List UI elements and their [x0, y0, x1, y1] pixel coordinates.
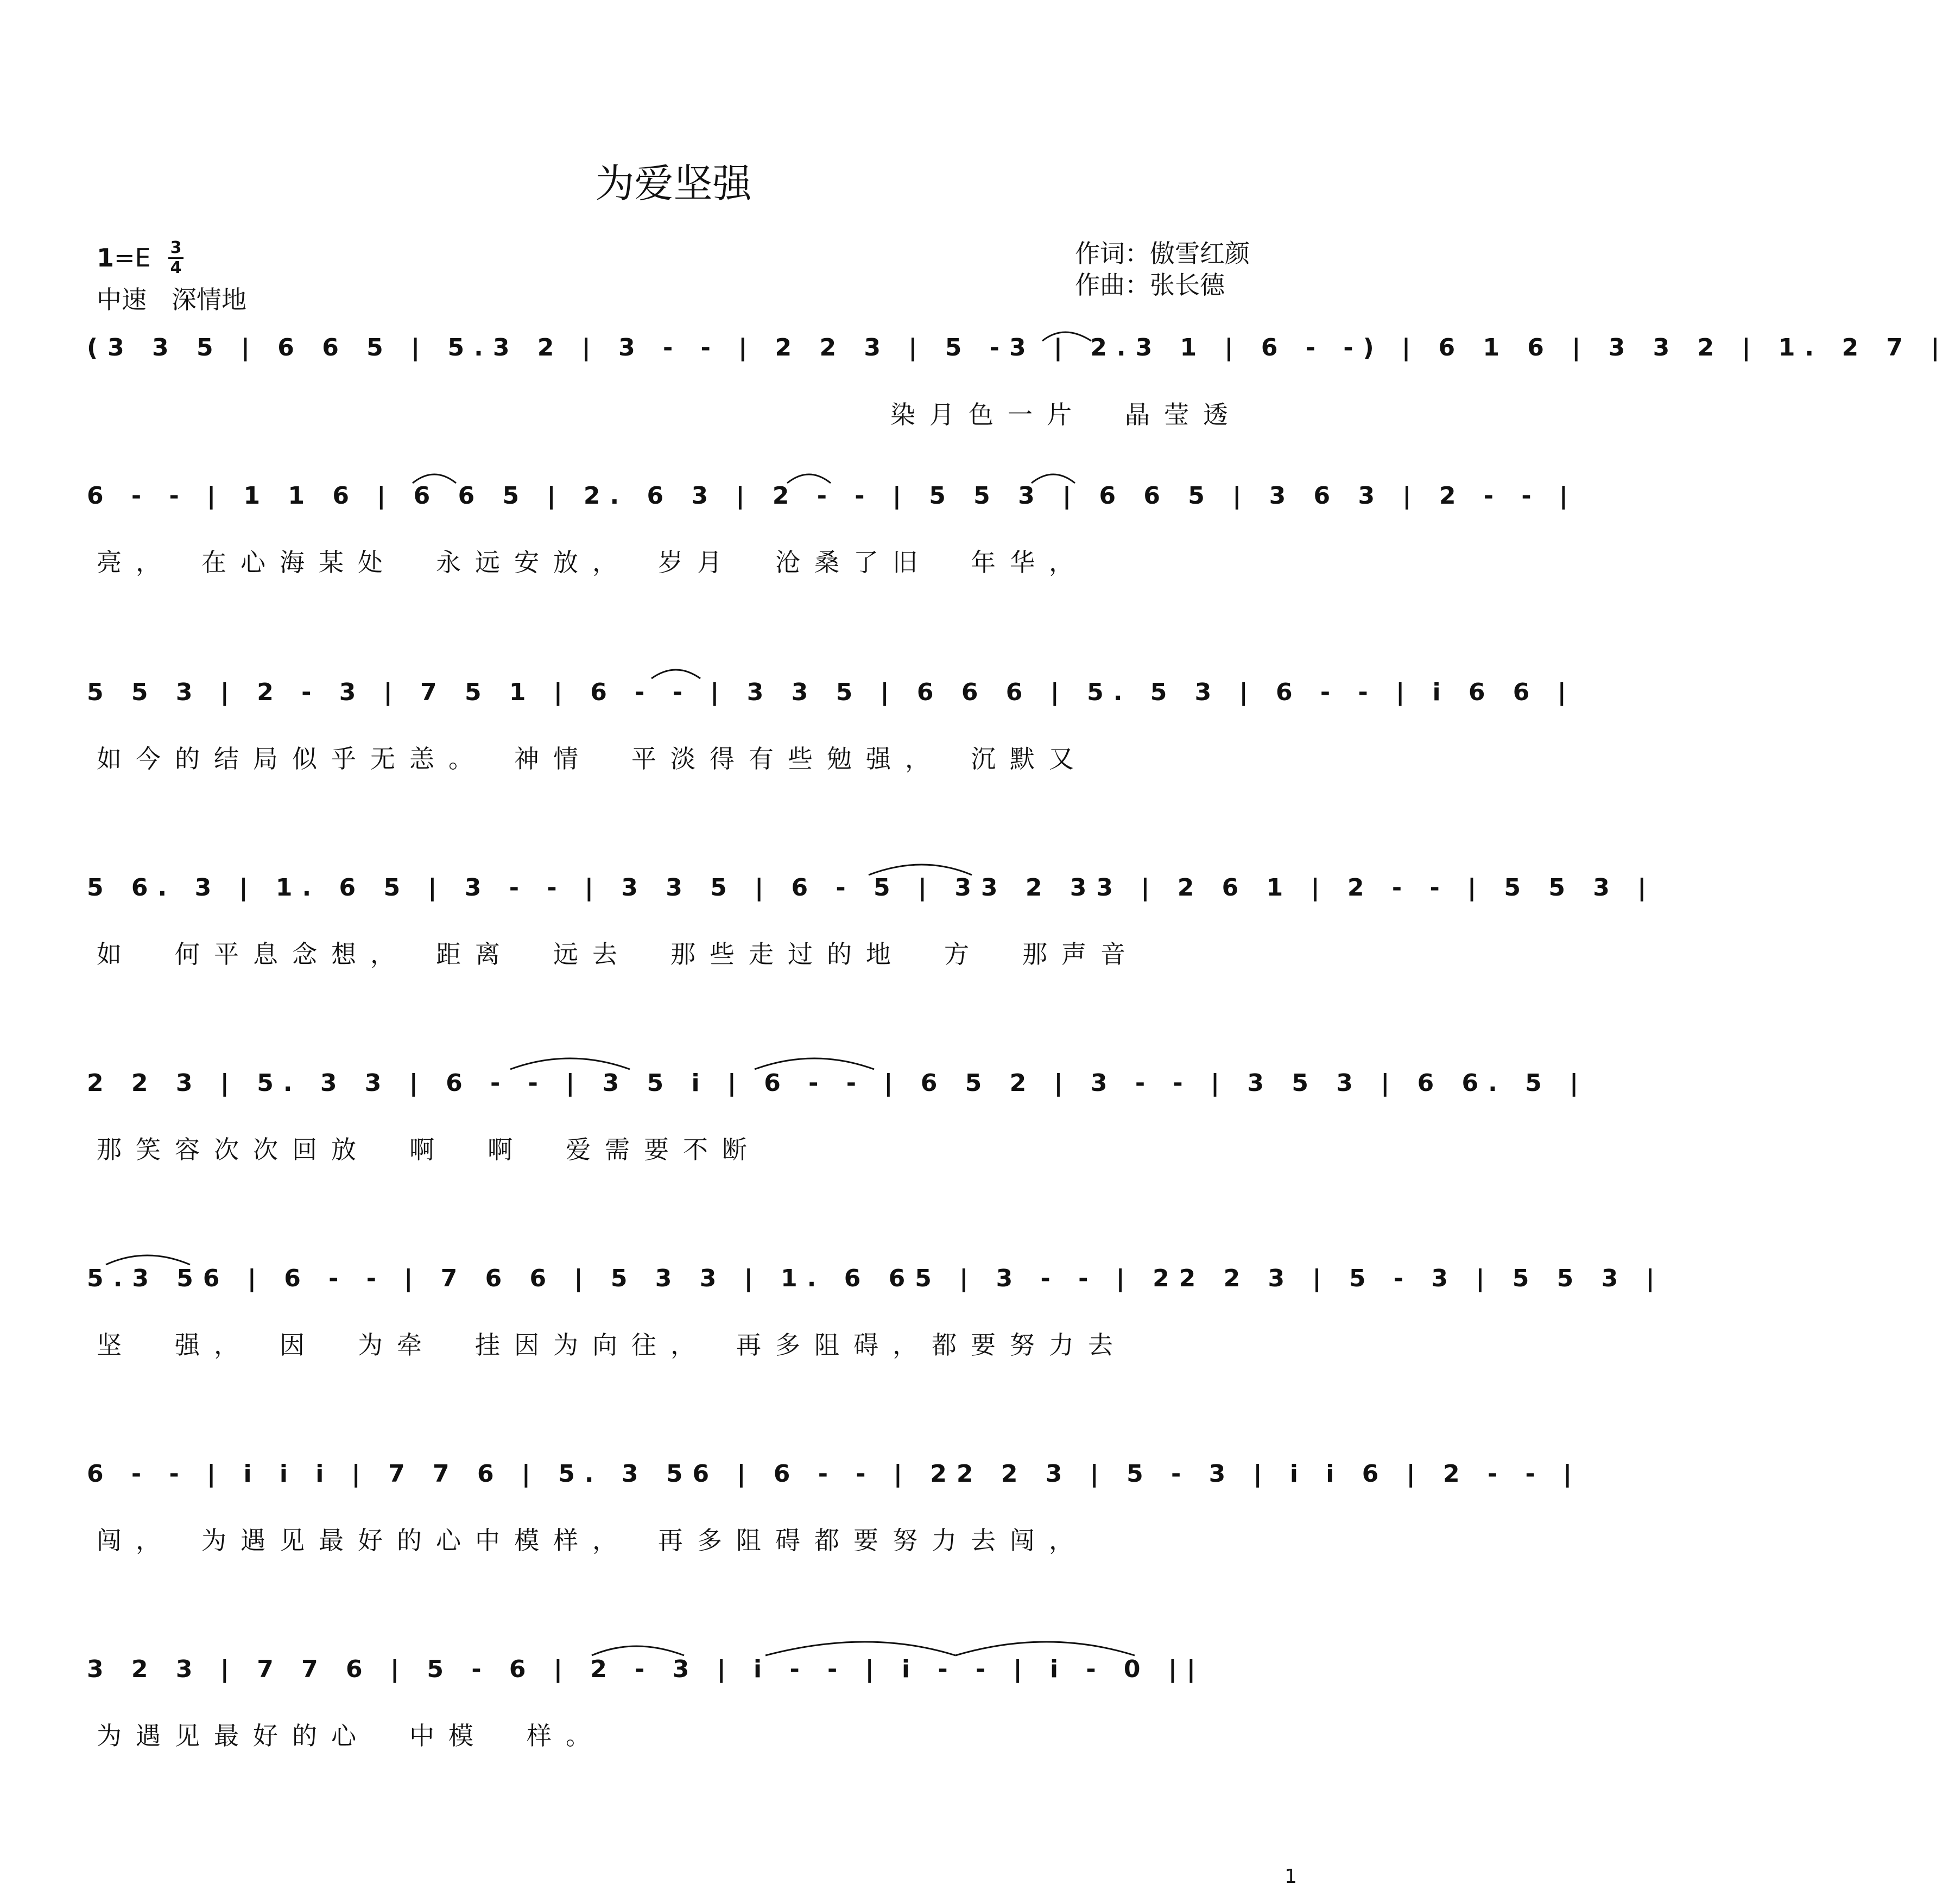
- notation-line: (3 3 5 | 6 6 5 | 5.3 2 | 3 - - | 2 2 3 | 5 -3 | 2.3 1 | 6 - -) | 6 1 6 | 3 3 2 | 1. 2 7 |: [87, 334, 1949, 361]
- slur-arc: [755, 1058, 874, 1069]
- slur-arc: [869, 865, 972, 875]
- slur-arc: [787, 474, 831, 483]
- time-signature-top: 3: [170, 238, 182, 257]
- notation-line: 5.3 56 | 6 - - | 7 6 6 | 5 3 3 | 1. 6 65 | 3 - - | 22 2 3 | 5 - 3 | 5 5 3 |: [87, 1265, 1665, 1292]
- lyrics-line: 亮， 在心海某处 永远安放， 岁月 沧桑了旧 年华，: [97, 548, 1088, 577]
- slur-arc: [1042, 332, 1091, 341]
- lyrics-line: 坚 强， 因 为牵 挂因为向往， 再多阻碍，都要努力去: [97, 1330, 1127, 1360]
- lyrics-line: 那笑容次次回放 啊 啊 爱需要不断: [97, 1135, 761, 1164]
- lyrics-line: 如 何平息念想， 距离 远去 那些走过的地 方 那声音: [97, 940, 1140, 969]
- lyrics-line: 为遇见最好的心 中模 样。: [97, 1721, 605, 1750]
- key-name: =E: [114, 243, 151, 272]
- slur-arc: [651, 670, 700, 678]
- song-title: 为爱坚强: [595, 161, 752, 206]
- notation-line: 5 5 3 | 2 - 3 | 7 5 1 | 6 - - | 3 3 5 | 6 6 6 | 5. 5 3 | 6 - - | i 6 6 |: [87, 678, 1576, 706]
- slur-arc: [106, 1255, 190, 1265]
- lyrics-line: 染月色一片 晶莹透: [890, 400, 1242, 429]
- key-tonic: 1: [97, 243, 115, 272]
- notation-line: 5 6. 3 | 1. 6 5 | 3 - - | 3 3 5 | 6 - 5 | 33 2 33 | 2 6 1 | 2 - - | 5 5 3 |: [87, 874, 1656, 902]
- slur-arc: [1032, 474, 1075, 483]
- time-signature-bottom: 4: [170, 258, 182, 277]
- slur-arc: [413, 474, 456, 483]
- composer-credit: 作曲：张长德: [1075, 270, 1225, 300]
- notation-line: 2 2 3 | 5. 3 3 | 6 - - | 3 5 i | 6 - - | 6 5 2 | 3 - - | 3 5 3 | 6 6. 5 |: [87, 1069, 1589, 1097]
- notation-line: 6 - - | i i i | 7 7 6 | 5. 3 56 | 6 - - | 22 2 3 | 5 - 3 | i i 6 | 2 - - |: [87, 1460, 1582, 1488]
- tie-arc: [765, 1642, 955, 1655]
- slur-arc: [592, 1646, 684, 1655]
- notation-line: 3 2 3 | 7 7 6 | 5 - 6 | 2 - 3 | i - - | i - - | i - 0 ||: [87, 1655, 1206, 1683]
- lyrics-line: 闯， 为遇见最好的心中模样， 再多阻碍都要努力去闯，: [97, 1526, 1088, 1555]
- page-number: 1: [1284, 1865, 1297, 1888]
- tempo-marking: 中速 深情地: [97, 285, 246, 314]
- lyricist-credit: 作词：傲雪红颜: [1075, 239, 1250, 268]
- tie-arc: [955, 1642, 1135, 1655]
- slur-arc: [510, 1058, 630, 1069]
- notation-line: 6 - - | 1 1 6 | 6 6 5 | 2. 6 3 | 2 - - | 5 5 3 | 6 6 5 | 3 6 3 | 2 - - |: [87, 482, 1578, 510]
- lyrics-line: 如今的结局似乎无恙。 神情 平淡得有些勉强， 沉默又: [97, 744, 1088, 773]
